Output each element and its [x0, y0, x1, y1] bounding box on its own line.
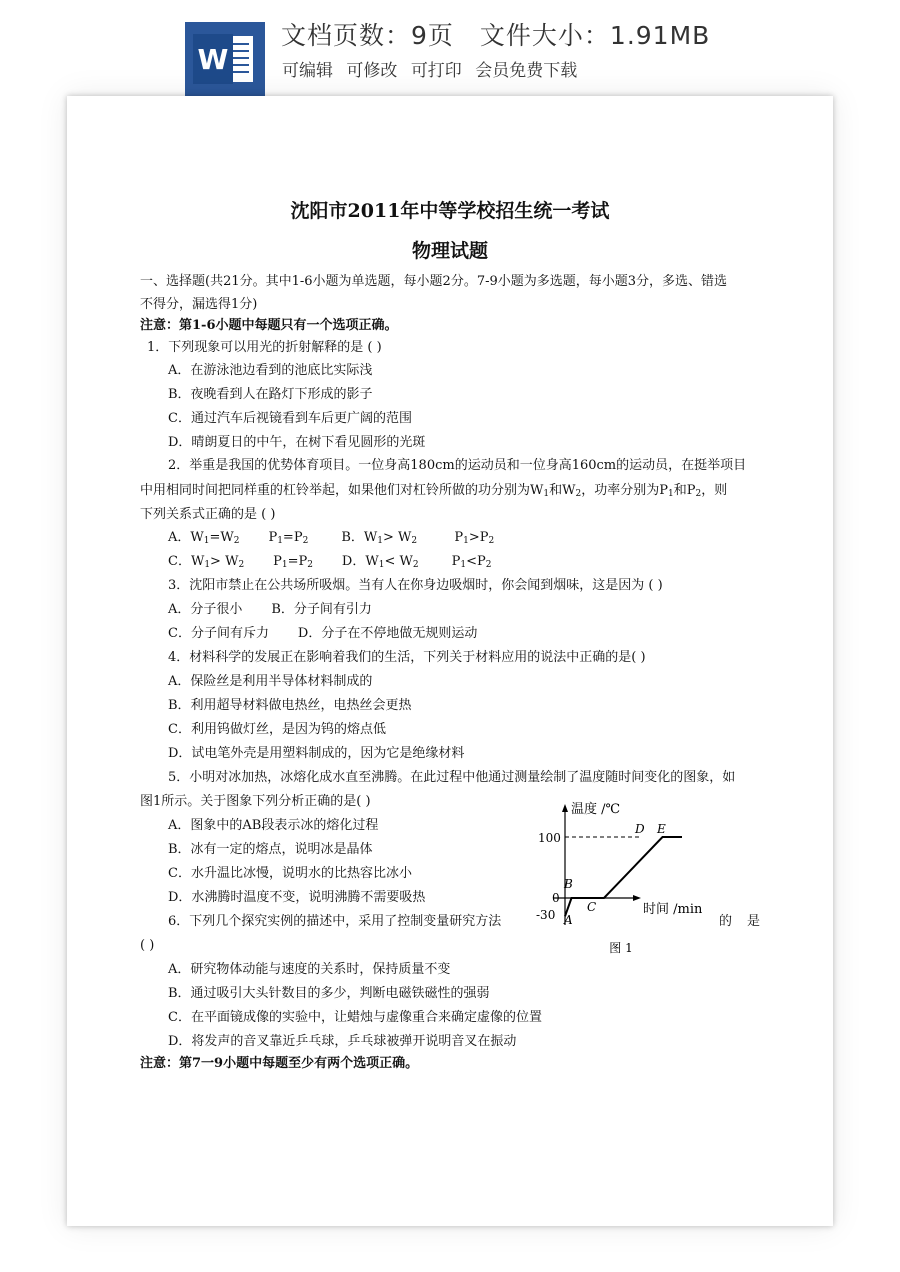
feature-printable: 可打印: [410, 61, 462, 81]
x-axis-arrow: [633, 895, 641, 901]
q5-option-d: D．水沸腾时温度不变，说明沸腾不需要吸热: [168, 890, 426, 905]
x-axis-label: 时间 /min: [643, 902, 703, 917]
q1-option-d: D．晴朗夏日的中午，在树下看见圆形的光斑: [168, 435, 426, 450]
q2-option-d: D．$W_1< W_2$ $P_1<P_2$: [341, 554, 492, 570]
q5-stem: 5．小明对冰加热，冰熔化成水直至沸腾。在此过程中他通过测量绘制了温度随时间变化的图象，如: [168, 770, 736, 785]
q4-option-d: D．试电笔外壳是用塑料制成的，因为它是绝缘材料: [168, 746, 465, 761]
tick-minus-30: -30: [536, 908, 556, 922]
file-size: 文件大小：1.91MB: [479, 21, 711, 50]
point-e-label: E: [657, 822, 666, 836]
page-count: 文档页数：9页: [281, 21, 454, 50]
feature-modifiable: 可修改: [346, 61, 398, 81]
section-intro: 一、选择题(共21分。其中1-6小题为单选题，每小题2分。7-9小题为多选题，每小题3分，多选、错选: [140, 274, 728, 289]
temperature-time-graph: [535, 800, 710, 960]
q3-stem: 3．沈阳市禁止在公共场所吸烟。当有人在你身边吸烟时，你会闻到烟味，这是因为 ( ): [168, 578, 663, 593]
exam-title: 沈阳市2011年中等学校招生统一考试: [290, 200, 610, 222]
exam-subtitle: 物理试题: [411, 240, 488, 262]
q5-stem-cont: 图1所示。关于图象下列分析正确的是( ): [140, 794, 371, 809]
q2-option-a: A．$W_1=W_2$ $P_1=P_2$: [168, 530, 309, 546]
q4-stem: 4．材料科学的发展正在影响着我们的生活，下列关于材料应用的说法中正确的是( ): [168, 650, 646, 665]
q1-stem: 1．下列现象可以用光的折射解释的是 ( ): [147, 340, 382, 355]
q5-option-c: C．水升温比冰慢，说明水的比热容比冰小: [168, 866, 412, 881]
note-multi-choice: 注意：第7一9小题中每题至少有两个选项正确。: [140, 1056, 419, 1071]
word-document-icon: [185, 22, 265, 96]
q2-option-b: B．$W_1> W_2$ $P_1>P_2$: [341, 530, 495, 546]
q6-stem-tail-a: 的: [719, 914, 733, 929]
q4-option-a: A．保险丝是利用半导体材料制成的: [168, 674, 373, 689]
download-banner: [0, 0, 900, 96]
q2-options-ab: [168, 530, 494, 546]
q2-option-c: C．$W_1> W_2$ $P_1=P_2$: [168, 554, 313, 570]
figure-caption: 图 1: [609, 941, 633, 955]
q1-option-b: B．夜晚看到人在路灯下形成的影子: [168, 387, 373, 402]
q6-option-b: B．通过吸引大头针数目的多少，判断电磁铁磁性的强弱: [168, 986, 490, 1001]
q6-stem-cont: ( ): [140, 938, 155, 953]
q5-option-b: B．冰有一定的熔点，说明冰是晶体: [168, 842, 373, 857]
point-d-label: D: [635, 822, 645, 836]
document-page: [67, 96, 833, 1226]
tick-100: 100: [538, 831, 561, 845]
q2-stem-cont: 中用相同时间把同样重的杠铃举起，如果他们对杠铃所做的功分别为$W_1$和$W_2$，功率分别为$P_1$和$P_2$，则: [140, 483, 728, 499]
point-c-label: C: [587, 900, 597, 914]
y-axis-label: 温度 /℃: [571, 802, 621, 817]
q6-option-c: C．在平面镜成像的实验中，让蜡烛与虚像重合来确定虚像的位置: [168, 1010, 542, 1025]
y-axis-arrow: [562, 804, 568, 812]
feature-list: [282, 56, 585, 81]
q2-stem: 2．举重是我国的优势体育项目。一位身高180cm的运动员和一位身高160cm的运动员，在挺举项目: [168, 458, 747, 473]
q6-option-d: D．将发声的音叉靠近乒乓球，乒乓球被弹开说明音叉在振动: [168, 1034, 517, 1049]
q3-options-ab: [168, 602, 372, 618]
banner-title: [281, 16, 710, 52]
point-a-label: A: [564, 913, 573, 927]
q6-stem-tail-b: 是: [747, 914, 761, 929]
q3-option-d: D．分子在不停地做无规则运动: [297, 626, 478, 641]
q3-option-c: C．分子间有斥力: [168, 626, 269, 641]
feature-editable: 可编辑: [282, 61, 333, 81]
feature-member-download[interactable]: 会员免费下载: [475, 61, 578, 81]
q5-option-a: A．图象中的AB段表示冰的熔化过程: [168, 818, 379, 833]
q3-options-cd: [168, 626, 477, 642]
tick-0: 0: [552, 891, 560, 905]
q1-option-a: A．在游泳池边看到的池底比实际浅: [168, 363, 373, 378]
q2-stem-end: 下列关系式正确的是 ( ): [140, 507, 276, 522]
q6-stem: 6．下列几个探究实例的描述中，采用了控制变量研究方法: [168, 914, 502, 929]
q3-option-b: B．分子间有引力: [271, 602, 372, 617]
q6-option-a: A．研究物体动能与速度的关系时，保持质量不变: [168, 962, 451, 977]
point-b-label: B: [564, 877, 573, 891]
svg-text:W: W: [197, 43, 229, 76]
note-single-choice: 注意：第1-6小题中每题只有一个选项正确。: [140, 318, 398, 333]
q3-option-a: A．分子很小: [168, 602, 243, 617]
section-intro-cont: 不得分，漏选得1分): [140, 297, 258, 312]
q2-options-cd: [168, 554, 491, 570]
q4-option-c: C．利用钨做灯丝，是因为钨的熔点低: [168, 722, 386, 737]
q4-option-b: B．利用超导材料做电热丝，电热丝会更热: [168, 698, 412, 713]
q1-option-c: C．通过汽车后视镜看到车后更广阔的范围: [168, 411, 412, 426]
